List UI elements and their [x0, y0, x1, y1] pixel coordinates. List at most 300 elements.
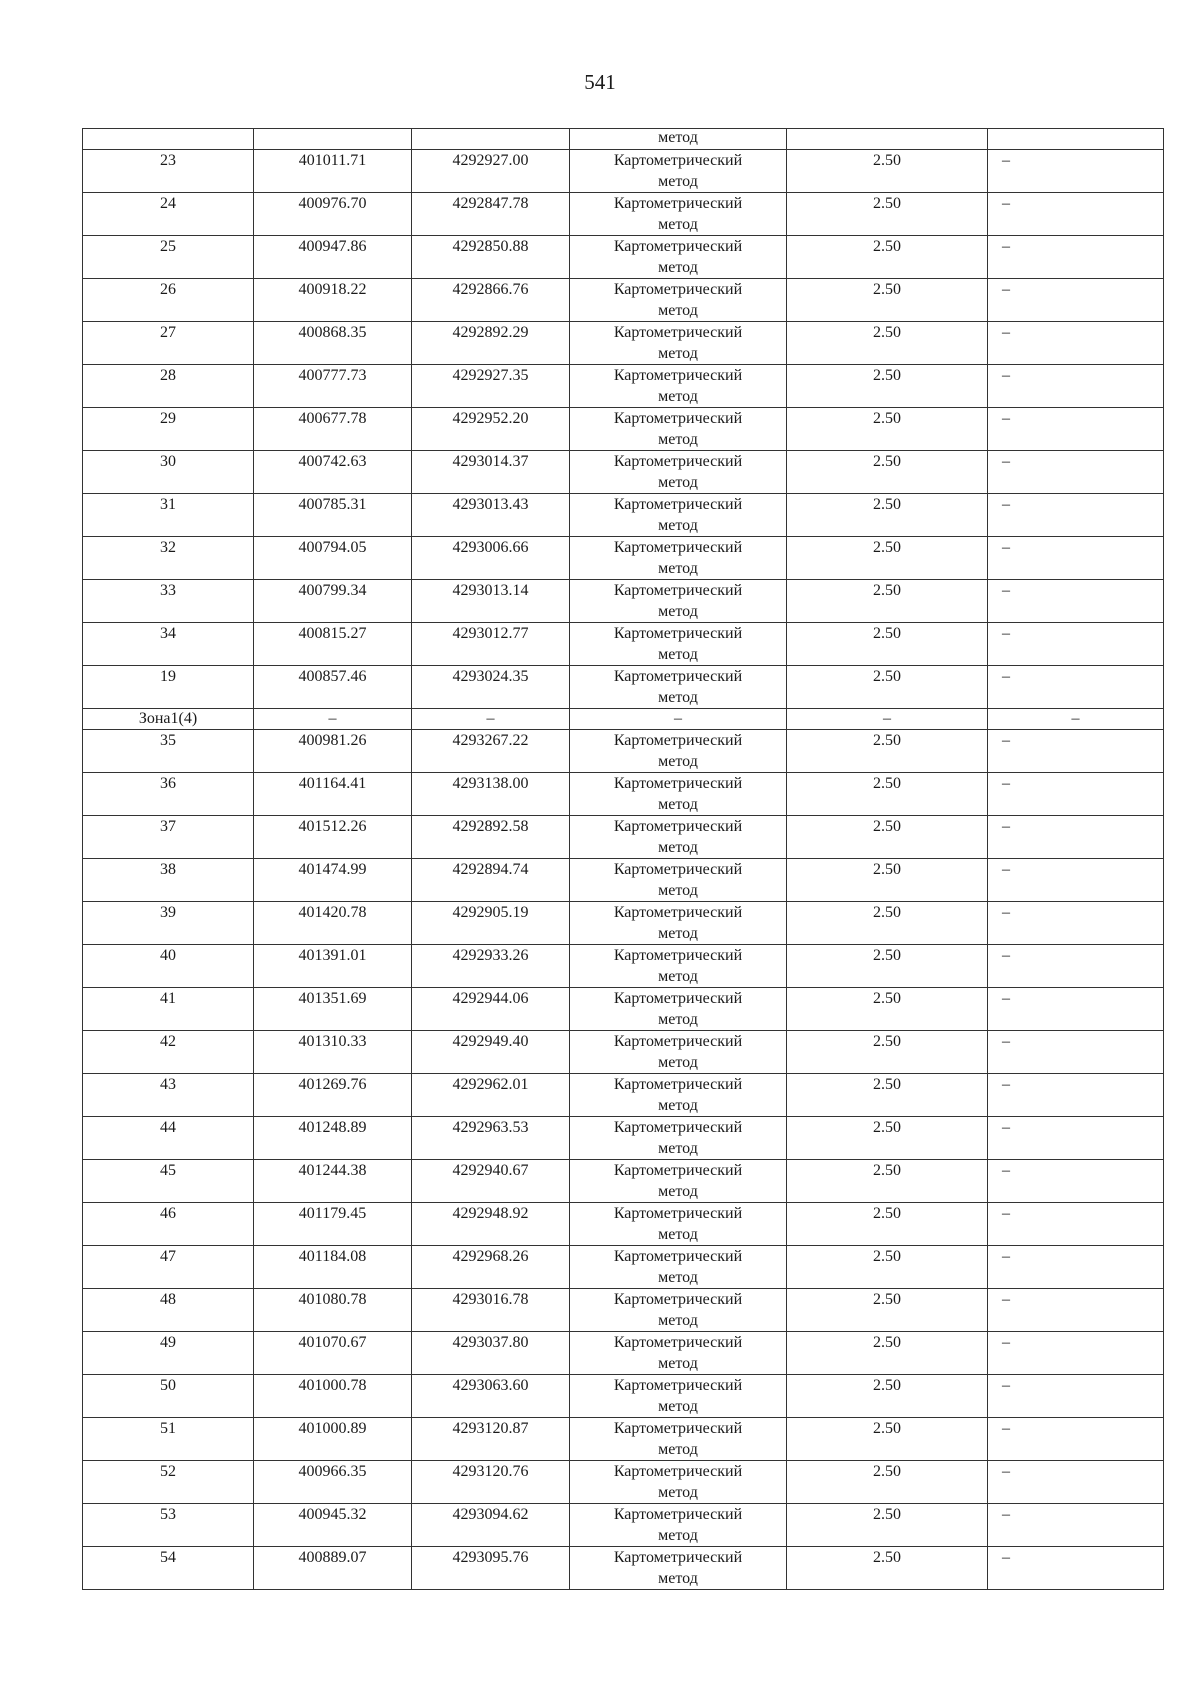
method-line-2: метод	[658, 474, 698, 491]
continuation-cell-number	[83, 129, 254, 150]
point-number-cell: 44	[83, 1117, 254, 1160]
accuracy-cell: 2.50	[787, 623, 988, 666]
table-row	[83, 193, 1164, 236]
coord-x-cell: 401179.45	[254, 1203, 412, 1246]
coord-x-cell: 400868.35	[254, 322, 412, 365]
method-line-2: метод	[658, 388, 698, 405]
method-line-2: метод	[658, 173, 698, 190]
accuracy-cell: 2.50	[787, 1160, 988, 1203]
method-cell	[570, 494, 787, 537]
point-number-cell: 53	[83, 1504, 254, 1547]
method-cell	[570, 988, 787, 1031]
table-row	[83, 1375, 1164, 1418]
coord-y-cell: 4292892.29	[412, 322, 570, 365]
description-cell: –	[988, 816, 1164, 859]
method-line-1: Картометрический	[613, 818, 743, 835]
coord-y-cell: 4293267.22	[412, 730, 570, 773]
accuracy-cell: 2.50	[787, 451, 988, 494]
method-cell	[570, 451, 787, 494]
coord-y-cell: 4293037.80	[412, 1332, 570, 1375]
table-row	[83, 816, 1164, 859]
method-cell	[570, 1547, 787, 1590]
method-cell	[570, 1418, 787, 1461]
point-number-cell: 39	[83, 902, 254, 945]
method-line-2: метод	[658, 1570, 698, 1587]
description-cell: –	[988, 666, 1164, 709]
point-number-cell: 34	[83, 623, 254, 666]
page-number: 541	[584, 70, 616, 94]
accuracy-cell: 2.50	[787, 150, 988, 193]
method-cell	[570, 902, 787, 945]
coord-x-cell: 401391.01	[254, 945, 412, 988]
method-line-2: метод	[658, 1441, 698, 1458]
method-line-1: Картометрический	[613, 1205, 743, 1222]
coord-x-cell: 401474.99	[254, 859, 412, 902]
method-line-1: Картометрический	[613, 861, 743, 878]
coord-x-cell: 400966.35	[254, 1461, 412, 1504]
point-number-cell: 52	[83, 1461, 254, 1504]
method-cell	[570, 193, 787, 236]
description-cell: –	[988, 1418, 1164, 1461]
method-line-2: метод	[658, 1484, 698, 1501]
coord-x-cell: 400815.27	[254, 623, 412, 666]
method-line-1: Картометрический	[613, 1119, 743, 1136]
table-row	[83, 1289, 1164, 1332]
method-cell	[570, 859, 787, 902]
coord-x-cell: 401080.78	[254, 1289, 412, 1332]
method-line-2: метод	[658, 1355, 698, 1372]
point-number-cell: 42	[83, 1031, 254, 1074]
method-line-1: Картометрический	[613, 668, 743, 685]
continuation-method-text: метод	[658, 129, 698, 146]
point-number-cell: 46	[83, 1203, 254, 1246]
coord-y-cell: 4293095.76	[412, 1547, 570, 1590]
coord-y-cell: 4292933.26	[412, 945, 570, 988]
coord-y-cell: 4293120.87	[412, 1418, 570, 1461]
method-line-2: метод	[658, 1054, 698, 1071]
description-cell: –	[988, 730, 1164, 773]
accuracy-cell: 2.50	[787, 1461, 988, 1504]
continuation-row	[83, 129, 1164, 150]
coord-x-cell: 400918.22	[254, 279, 412, 322]
coord-x-cell: 401011.71	[254, 150, 412, 193]
table-row	[83, 408, 1164, 451]
method-line-2: метод	[658, 1269, 698, 1286]
method-line-1: Картометрический	[613, 732, 743, 749]
accuracy-cell: 2.50	[787, 1504, 988, 1547]
method-cell	[570, 730, 787, 773]
point-number-cell: 33	[83, 580, 254, 623]
point-number-cell: 49	[83, 1332, 254, 1375]
description-cell: –	[988, 193, 1164, 236]
table-row	[83, 1332, 1164, 1375]
table-row	[83, 580, 1164, 623]
coord-y-cell: 4293013.14	[412, 580, 570, 623]
coord-y-cell: 4292962.01	[412, 1074, 570, 1117]
zone-cell-description: –	[988, 709, 1164, 730]
coord-x-cell: 401351.69	[254, 988, 412, 1031]
accuracy-cell: 2.50	[787, 816, 988, 859]
method-cell	[570, 1203, 787, 1246]
point-number-cell: 35	[83, 730, 254, 773]
coord-x-cell: 400976.70	[254, 193, 412, 236]
method-line-1: Картометрический	[613, 496, 743, 513]
description-cell: –	[988, 1031, 1164, 1074]
method-line-1: Картометрический	[613, 947, 743, 964]
point-number-cell: 23	[83, 150, 254, 193]
zone-cell-accuracy: –	[787, 709, 988, 730]
continuation-cell-x	[254, 129, 412, 150]
coord-x-cell: 401000.78	[254, 1375, 412, 1418]
method-line-1: Картометрический	[613, 625, 743, 642]
coord-y-cell: 4292866.76	[412, 279, 570, 322]
coord-y-cell: 4292968.26	[412, 1246, 570, 1289]
accuracy-cell: 2.50	[787, 1375, 988, 1418]
coord-x-cell: 400794.05	[254, 537, 412, 580]
point-number-cell: 29	[83, 408, 254, 451]
description-cell: –	[988, 1504, 1164, 1547]
point-number-cell: 38	[83, 859, 254, 902]
accuracy-cell: 2.50	[787, 1074, 988, 1117]
accuracy-cell: 2.50	[787, 773, 988, 816]
method-cell	[570, 580, 787, 623]
accuracy-cell: 2.50	[787, 537, 988, 580]
method-line-2: метод	[658, 216, 698, 233]
table-row	[83, 1504, 1164, 1547]
method-cell	[570, 1332, 787, 1375]
point-number-cell: 19	[83, 666, 254, 709]
description-cell: –	[988, 623, 1164, 666]
method-cell	[570, 236, 787, 279]
method-cell	[570, 1504, 787, 1547]
method-cell	[570, 537, 787, 580]
table-row	[83, 1117, 1164, 1160]
coord-y-cell: 4293063.60	[412, 1375, 570, 1418]
coord-x-cell: 400777.73	[254, 365, 412, 408]
description-cell: –	[988, 279, 1164, 322]
continuation-cell-method	[570, 129, 787, 150]
method-line-1: Картометрический	[613, 1420, 743, 1437]
coord-x-cell: 400857.46	[254, 666, 412, 709]
accuracy-cell: 2.50	[787, 1289, 988, 1332]
coord-x-cell: 400677.78	[254, 408, 412, 451]
description-cell: –	[988, 494, 1164, 537]
zone-cell-x: –	[254, 709, 412, 730]
description-cell: –	[988, 322, 1164, 365]
coord-y-cell: 4292847.78	[412, 193, 570, 236]
description-cell: –	[988, 1117, 1164, 1160]
method-cell	[570, 1031, 787, 1074]
coord-x-cell: 400742.63	[254, 451, 412, 494]
accuracy-cell: 2.50	[787, 1031, 988, 1074]
coord-y-cell: 4293012.77	[412, 623, 570, 666]
point-number-cell: 36	[83, 773, 254, 816]
method-cell	[570, 279, 787, 322]
point-number-cell: 24	[83, 193, 254, 236]
method-line-1: Картометрический	[613, 1248, 743, 1265]
coord-x-cell: 400799.34	[254, 580, 412, 623]
method-cell	[570, 365, 787, 408]
description-cell: –	[988, 408, 1164, 451]
coord-x-cell: 401310.33	[254, 1031, 412, 1074]
point-number-cell: 45	[83, 1160, 254, 1203]
method-line-2: метод	[658, 968, 698, 985]
coord-x-cell: 400889.07	[254, 1547, 412, 1590]
accuracy-cell: 2.50	[787, 365, 988, 408]
method-line-1: Картометрический	[613, 195, 743, 212]
description-cell: –	[988, 1332, 1164, 1375]
method-line-1: Картометрический	[613, 1377, 743, 1394]
method-cell	[570, 816, 787, 859]
description-cell: –	[988, 902, 1164, 945]
method-line-2: метод	[658, 259, 698, 276]
point-number-cell: 40	[83, 945, 254, 988]
table-row	[83, 150, 1164, 193]
table-row	[83, 1461, 1164, 1504]
accuracy-cell: 2.50	[787, 730, 988, 773]
coord-y-cell: 4292948.92	[412, 1203, 570, 1246]
coord-y-cell: 4293016.78	[412, 1289, 570, 1332]
method-line-1: Картометрический	[613, 238, 743, 255]
coord-y-cell: 4293094.62	[412, 1504, 570, 1547]
coord-x-cell: 401184.08	[254, 1246, 412, 1289]
table-row	[83, 1203, 1164, 1246]
description-cell: –	[988, 988, 1164, 1031]
coord-x-cell: 400981.26	[254, 730, 412, 773]
coord-y-cell: 4292892.58	[412, 816, 570, 859]
coord-x-cell: 400945.32	[254, 1504, 412, 1547]
zone-row	[83, 709, 1164, 730]
method-cell	[570, 945, 787, 988]
accuracy-cell: 2.50	[787, 988, 988, 1031]
coord-x-cell: 401244.38	[254, 1160, 412, 1203]
accuracy-cell: 2.50	[787, 1117, 988, 1160]
point-number-cell: 37	[83, 816, 254, 859]
accuracy-cell: 2.50	[787, 236, 988, 279]
method-line-1: Картометрический	[613, 582, 743, 599]
coord-x-cell: 401420.78	[254, 902, 412, 945]
coord-y-cell: 4293014.37	[412, 451, 570, 494]
description-cell: –	[988, 773, 1164, 816]
point-number-cell: 32	[83, 537, 254, 580]
method-line-1: Картометрический	[613, 1463, 743, 1480]
point-number-cell: 48	[83, 1289, 254, 1332]
method-line-2: метод	[658, 796, 698, 813]
method-cell	[570, 1117, 787, 1160]
accuracy-cell: 2.50	[787, 1547, 988, 1590]
coord-x-cell: 401070.67	[254, 1332, 412, 1375]
method-line-2: метод	[658, 646, 698, 663]
description-cell: –	[988, 859, 1164, 902]
method-cell	[570, 1461, 787, 1504]
table-row	[83, 1547, 1164, 1590]
description-cell: –	[988, 945, 1164, 988]
coord-y-cell: 4292850.88	[412, 236, 570, 279]
method-cell	[570, 150, 787, 193]
accuracy-cell: 2.50	[787, 1418, 988, 1461]
coord-y-cell: 4292952.20	[412, 408, 570, 451]
method-line-1: Картометрический	[613, 324, 743, 341]
table-row	[83, 945, 1164, 988]
continuation-cell-y	[412, 129, 570, 150]
table-row	[83, 1246, 1164, 1289]
point-number-cell: 30	[83, 451, 254, 494]
description-cell: –	[988, 580, 1164, 623]
method-cell	[570, 773, 787, 816]
description-cell: –	[988, 1375, 1164, 1418]
table-row	[83, 1418, 1164, 1461]
point-number-cell: 47	[83, 1246, 254, 1289]
coord-y-cell: 4293024.35	[412, 666, 570, 709]
point-number-cell: 26	[83, 279, 254, 322]
description-cell: –	[988, 1246, 1164, 1289]
method-cell	[570, 666, 787, 709]
description-cell: –	[988, 1289, 1164, 1332]
method-line-1: Картометрический	[613, 775, 743, 792]
point-number-cell: 31	[83, 494, 254, 537]
description-cell: –	[988, 1547, 1164, 1590]
coord-x-cell: 401248.89	[254, 1117, 412, 1160]
accuracy-cell: 2.50	[787, 580, 988, 623]
method-line-2: метод	[658, 517, 698, 534]
method-line-2: метод	[658, 1398, 698, 1415]
method-line-1: Картометрический	[613, 1549, 743, 1566]
method-line-1: Картометрический	[613, 410, 743, 427]
coord-y-cell: 4292927.00	[412, 150, 570, 193]
method-cell	[570, 1160, 787, 1203]
coord-x-cell: 401164.41	[254, 773, 412, 816]
coord-y-cell: 4293006.66	[412, 537, 570, 580]
point-number-cell: 25	[83, 236, 254, 279]
table-row	[83, 279, 1164, 322]
method-line-2: метод	[658, 1097, 698, 1114]
method-line-2: метод	[658, 1226, 698, 1243]
zone-label: Зона1(4)	[83, 709, 254, 730]
method-line-2: метод	[658, 1140, 698, 1157]
point-number-cell: 54	[83, 1547, 254, 1590]
table-row	[83, 1031, 1164, 1074]
accuracy-cell: 2.50	[787, 945, 988, 988]
description-cell: –	[988, 1461, 1164, 1504]
coordinates-table-body	[83, 129, 1164, 1590]
point-number-cell: 51	[83, 1418, 254, 1461]
coord-y-cell: 4292963.53	[412, 1117, 570, 1160]
method-line-1: Картометрический	[613, 152, 743, 169]
table-row	[83, 365, 1164, 408]
method-line-2: метод	[658, 560, 698, 577]
coordinates-table	[82, 128, 1164, 1590]
coord-y-cell: 4292927.35	[412, 365, 570, 408]
method-cell	[570, 408, 787, 451]
method-line-2: метод	[658, 302, 698, 319]
method-cell	[570, 1289, 787, 1332]
description-cell: –	[988, 365, 1164, 408]
accuracy-cell: 2.50	[787, 1246, 988, 1289]
coord-y-cell: 4293013.43	[412, 494, 570, 537]
accuracy-cell: 2.50	[787, 494, 988, 537]
method-line-2: метод	[658, 431, 698, 448]
coord-y-cell: 4292894.74	[412, 859, 570, 902]
table-row	[83, 236, 1164, 279]
table-row	[83, 623, 1164, 666]
table-row	[83, 494, 1164, 537]
coord-x-cell: 401000.89	[254, 1418, 412, 1461]
coord-x-cell: 401269.76	[254, 1074, 412, 1117]
table-row	[83, 1160, 1164, 1203]
point-number-cell: 41	[83, 988, 254, 1031]
method-line-2: метод	[658, 345, 698, 362]
coord-x-cell: 400947.86	[254, 236, 412, 279]
table-row	[83, 666, 1164, 709]
method-line-1: Картометрический	[613, 1076, 743, 1093]
point-number-cell: 50	[83, 1375, 254, 1418]
method-line-1: Картометрический	[613, 1033, 743, 1050]
method-line-1: Картометрический	[613, 281, 743, 298]
accuracy-cell: 2.50	[787, 859, 988, 902]
accuracy-cell: 2.50	[787, 1203, 988, 1246]
table-row	[83, 773, 1164, 816]
method-cell	[570, 322, 787, 365]
point-number-cell: 28	[83, 365, 254, 408]
method-line-1: Картометрический	[613, 539, 743, 556]
accuracy-cell: 2.50	[787, 279, 988, 322]
table-row	[83, 537, 1164, 580]
continuation-cell-accuracy	[787, 129, 988, 150]
method-line-2: метод	[658, 925, 698, 942]
method-cell	[570, 1375, 787, 1418]
zone-cell-method: –	[570, 709, 787, 730]
method-line-2: метод	[658, 753, 698, 770]
accuracy-cell: 2.50	[787, 666, 988, 709]
method-cell	[570, 623, 787, 666]
table-row	[83, 859, 1164, 902]
coord-x-cell: 401512.26	[254, 816, 412, 859]
coord-y-cell: 4293120.76	[412, 1461, 570, 1504]
coord-y-cell: 4293138.00	[412, 773, 570, 816]
method-cell	[570, 1246, 787, 1289]
description-cell: –	[988, 1074, 1164, 1117]
point-number-cell: 43	[83, 1074, 254, 1117]
coord-y-cell: 4292949.40	[412, 1031, 570, 1074]
method-line-2: метод	[658, 689, 698, 706]
method-line-1: Картометрический	[613, 990, 743, 1007]
table-row	[83, 1074, 1164, 1117]
method-line-2: метод	[658, 603, 698, 620]
zone-cell-y: –	[412, 709, 570, 730]
method-line-2: метод	[658, 1011, 698, 1028]
continuation-cell-description	[988, 129, 1164, 150]
coord-x-cell: 400785.31	[254, 494, 412, 537]
table-row	[83, 322, 1164, 365]
method-line-2: метод	[658, 839, 698, 856]
table-row	[83, 902, 1164, 945]
coord-y-cell: 4292944.06	[412, 988, 570, 1031]
method-line-1: Картометрический	[613, 1506, 743, 1523]
method-line-2: метод	[658, 1312, 698, 1329]
accuracy-cell: 2.50	[787, 193, 988, 236]
description-cell: –	[988, 537, 1164, 580]
accuracy-cell: 2.50	[787, 1332, 988, 1375]
method-line-1: Картометрический	[613, 367, 743, 384]
method-line-1: Картометрический	[613, 904, 743, 921]
description-cell: –	[988, 236, 1164, 279]
accuracy-cell: 2.50	[787, 902, 988, 945]
coord-y-cell: 4292940.67	[412, 1160, 570, 1203]
point-number-cell: 27	[83, 322, 254, 365]
method-line-2: метод	[658, 1183, 698, 1200]
method-line-1: Картометрический	[613, 1291, 743, 1308]
description-cell: –	[988, 150, 1164, 193]
